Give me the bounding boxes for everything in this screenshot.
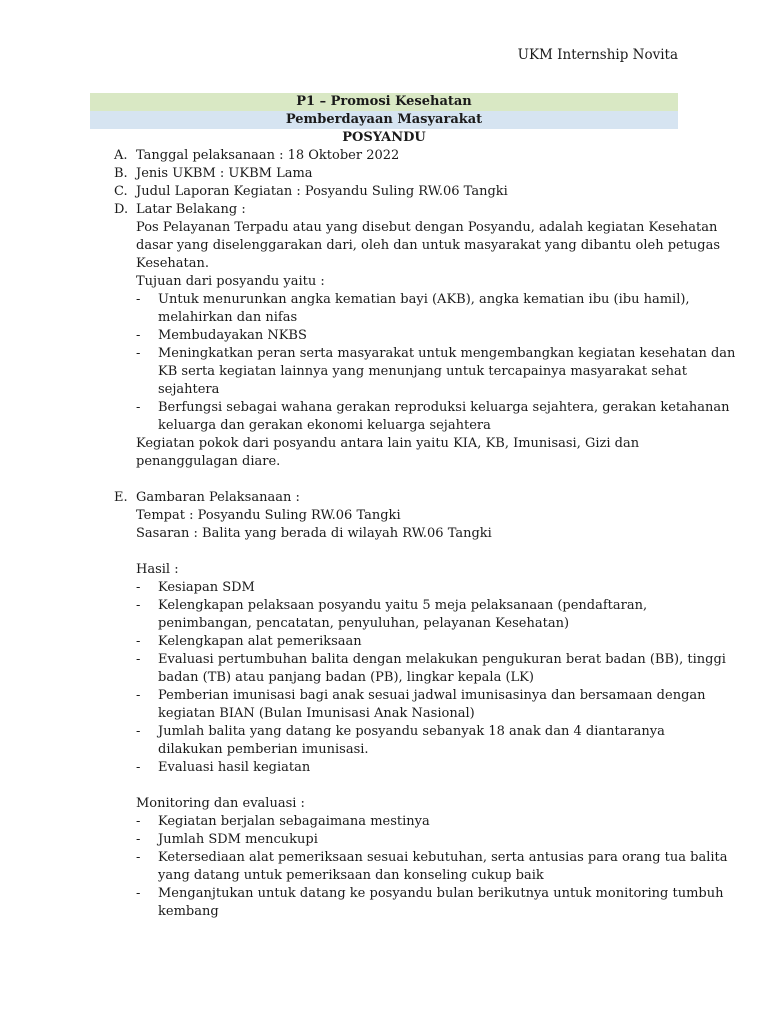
section-a-text: Tanggal pelaksanaan : 18 Oktober 2022 (136, 148, 400, 163)
section-a (114, 147, 684, 165)
bullet-dash: - (136, 814, 141, 829)
bullet-dash: - (136, 886, 141, 901)
bullet-dash: - (136, 652, 141, 667)
bullet-dash: - (136, 292, 141, 307)
title-posyandu: POSYANDU (342, 130, 426, 145)
bullet-dash: - (136, 328, 141, 343)
bullet-dash: - (136, 580, 141, 595)
section-b-label: B. (114, 166, 128, 181)
page-header: UKM Internship Novita (517, 47, 678, 63)
bullet-dash: - (136, 598, 141, 613)
section-e-label: E. (114, 490, 128, 505)
section-c (114, 183, 684, 201)
paragraph-line: penanggulagan diare. (136, 454, 281, 469)
monev-item-cont: yang datang untuk pemeriksaan dan konseling cukup baik (158, 868, 544, 883)
bullet-dash: - (136, 688, 141, 703)
hasil-item: - Evaluasi hasil kegiatan (136, 760, 311, 775)
bullet-dash: - (136, 724, 141, 739)
hasil-label: Hasil : (136, 562, 179, 577)
hasil-item: - Kesiapan SDM (136, 580, 255, 595)
document-body (114, 147, 736, 921)
section-c-text: Judul Laporan Kegiatan : Posyandu Suling RW.06 Tangki (136, 184, 508, 199)
monev-item: - Kegiatan berjalan sebagaimana mestinya (136, 814, 430, 829)
section-d (114, 201, 684, 219)
section-c-label: C. (114, 184, 128, 199)
monev-item: - Ketersediaan alat pemeriksaan sesuai kebutuhan, serta antusias para orang tua balita (136, 850, 728, 865)
tujuan-label: Tujuan dari posyandu yaitu : (136, 274, 325, 289)
title-pemberdayaan: Pemberdayaan Masyarakat (90, 111, 678, 129)
section-a-label: A. (114, 148, 128, 163)
section-b (114, 165, 684, 183)
title-block (90, 93, 678, 147)
monev-item: - Menganjtukan untuk datang ke posyandu bulan berikutnya untuk monitoring tumbuh (136, 886, 724, 901)
bullet-dash: - (136, 634, 141, 649)
bullet-dash: - (136, 346, 141, 361)
monev-item: - Jumlah SDM mencukupi (136, 832, 318, 847)
tempat-line: Tempat : Posyandu Suling RW.06 Tangki (136, 508, 401, 523)
paragraph-line: Kegiatan pokok dari posyandu antara lain yaitu KIA, KB, Imunisasi, Gizi dan (136, 436, 640, 451)
hasil-item: - Jumlah balita yang datang ke posyandu sebanyak 18 anak dan 4 diantaranya (136, 724, 665, 739)
hasil-item-cont: dilakukan pemberian imunisasi. (158, 742, 369, 757)
hasil-item: - Kelengkapan alat pemeriksaan (136, 634, 362, 649)
paragraph-line: Kesehatan. (136, 256, 210, 271)
tujuan-item: - Membudayakan NKBS (136, 328, 307, 343)
section-e (114, 489, 684, 507)
tujuan-item-cont: KB serta kegiatan lainnya yang menunjang untuk tercapainya masyarakat sehat (158, 364, 687, 379)
monev-label: Monitoring dan evaluasi : (136, 796, 305, 811)
sasaran-line: Sasaran : Balita yang berada di wilayah RW.06 Tangki (136, 526, 492, 541)
paragraph-line: Pos Pelayanan Terpadu atau yang disebut dengan Posyandu, adalah kegiatan Kesehatan (136, 220, 718, 235)
bullet-dash: - (136, 850, 141, 865)
monev-item-cont: kembang (158, 904, 219, 919)
hasil-item: - Kelengkapan pelaksaan posyandu yaitu 5 meja pelaksanaan (pendaftaran, (136, 598, 648, 613)
tujuan-item-cont: keluarga dan gerakan ekonomi keluarga sejahtera (158, 418, 491, 433)
hasil-item: - Evaluasi pertumbuhan balita dengan melakukan pengukuran berat badan (BB), tinggi (136, 652, 726, 667)
section-d-title: Latar Belakang : (136, 202, 246, 217)
title-p1: P1 – Promosi Kesehatan (90, 93, 678, 111)
section-b-text: Jenis UKBM : UKBM Lama (136, 166, 313, 181)
bullet-dash: - (136, 832, 141, 847)
bullet-dash: - (136, 400, 141, 415)
tujuan-item-cont: sejahtera (158, 382, 220, 397)
tujuan-item: - Berfungsi sebagai wahana gerakan reproduksi keluarga sejahtera, gerakan ketahanan (136, 400, 730, 415)
tujuan-item: - Untuk menurunkan angka kematian bayi (AKB), angka kematian ibu (ibu hamil), (136, 292, 690, 307)
hasil-item-cont: badan (TB) atau panjang badan (PB), lingkar kepala (LK) (158, 670, 534, 685)
section-d-label: D. (114, 202, 129, 217)
hasil-item: - Pemberian imunisasi bagi anak sesuai jadwal imunisasinya dan bersamaan dengan (136, 688, 706, 703)
section-e-title: Gambaran Pelaksanaan : (136, 490, 300, 505)
tujuan-item: - Meningkatkan peran serta masyarakat untuk mengembangkan kegiatan kesehatan dan (136, 346, 736, 361)
hasil-item-cont: penimbangan, pencatatan, penyuluhan, pelayanan Kesehatan) (158, 616, 570, 631)
tujuan-item-cont: melahirkan dan nifas (158, 310, 298, 325)
bullet-dash: - (136, 760, 141, 775)
paragraph-line: dasar yang diselenggarakan dari, oleh dan untuk masyarakat yang dibantu oleh petugas (136, 238, 721, 253)
hasil-item-cont: kegiatan BIAN (Bulan Imunisasi Anak Nasional) (158, 706, 475, 721)
